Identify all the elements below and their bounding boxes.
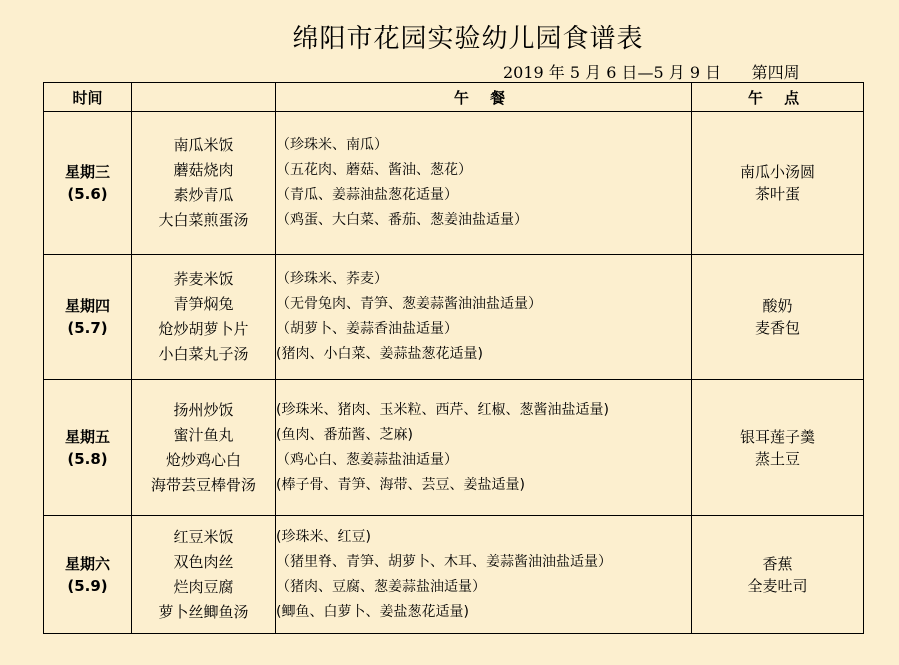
dishes-cell <box>132 112 276 255</box>
dish: 炝炒胡萝卜片 <box>158 320 249 338</box>
ingredient-line: （五花肉、蘑菇、酱油、葱花） <box>276 162 472 178</box>
header-time: 时间 <box>44 83 132 112</box>
dish: 荞麦米饭 <box>173 270 234 288</box>
day-date: (5.9) <box>67 576 108 595</box>
dish: 蜜汁鱼丸 <box>173 425 234 444</box>
header-dishes <box>132 83 276 112</box>
dishes-cell <box>132 255 276 380</box>
ingredient-line: (珍珠米、红豆) <box>276 528 371 545</box>
ingredient-line: （猪里脊、青笋、胡萝卜、木耳、姜蒜酱油油盐适量） <box>276 553 612 570</box>
dishes-cell <box>132 380 276 516</box>
dish: 萝卜丝鲫鱼汤 <box>158 602 249 621</box>
snack-item: 香蕉 <box>762 554 793 573</box>
ingredient-line: (猪肉、小白菜、姜蒜盐葱花适量) <box>276 346 483 362</box>
ingredient-line: (鲫鱼、白萝卜、姜盐葱花适量) <box>276 603 469 620</box>
ingredient-line: （珍珠米、南瓜） <box>276 137 388 153</box>
dish: 素炒青瓜 <box>173 186 234 204</box>
table-row <box>44 112 864 255</box>
ingredient-line: (珍珠米、猪肉、玉米粒、西芹、红椒、葱酱油盐适量) <box>276 401 609 418</box>
snack-cell <box>692 516 864 634</box>
day-date: (5.7) <box>67 319 108 337</box>
snack-cell <box>692 112 864 255</box>
dish: 蘑菇烧肉 <box>173 161 234 179</box>
snack-cell <box>692 255 864 380</box>
day-date: (5.6) <box>67 185 108 203</box>
ingredients-cell <box>276 112 692 255</box>
date-range-week: 2019 年 5 月 6 日—5 月 9 日 第四周 <box>503 63 800 82</box>
snack-item: 南瓜小汤圆 <box>739 163 815 181</box>
day-date: (5.8) <box>67 449 108 468</box>
dish: 炝炒鸡心白 <box>165 450 241 469</box>
dish: 南瓜米饭 <box>173 136 234 154</box>
snack-item: 茶叶蛋 <box>754 185 800 203</box>
day-cell <box>44 112 132 255</box>
dish: 海带芸豆棒骨汤 <box>150 475 256 494</box>
ingredient-line: (鱼肉、番茄酱、芝麻) <box>276 426 413 443</box>
ingredient-line: （胡萝卜、姜蒜香油盐适量） <box>276 321 458 337</box>
dish: 红豆米饭 <box>173 527 234 546</box>
day-name: 星期三 <box>64 163 110 181</box>
snack-item: 蒸土豆 <box>754 449 800 468</box>
ingredients-cell <box>276 255 692 380</box>
table-row <box>44 255 864 380</box>
table-row <box>44 516 864 634</box>
header-lunch: 午 餐 <box>276 83 692 112</box>
dish: 青笋焖兔 <box>173 295 234 313</box>
ingredient-line: （猪肉、豆腐、葱姜蒜盐油适量） <box>276 578 486 595</box>
dish: 双色肉丝 <box>173 552 234 571</box>
ingredient-line: (棒子骨、青笋、海带、芸豆、姜盐适量) <box>276 476 525 493</box>
dish: 大白菜煎蛋汤 <box>158 211 249 229</box>
dish: 扬州炒饭 <box>173 400 234 419</box>
snack-item: 全麦吐司 <box>747 576 808 595</box>
day-name: 星期五 <box>64 427 110 446</box>
snack-item: 麦香包 <box>754 319 800 337</box>
ingredient-line: （青瓜、姜蒜油盐葱花适量） <box>276 187 458 203</box>
header-snack: 午 点 <box>692 83 864 112</box>
ingredient-line: （鸡心白、葱姜蒜盐油适量） <box>276 451 458 468</box>
day-name: 星期六 <box>64 554 110 573</box>
dish: 烂肉豆腐 <box>173 577 234 596</box>
day-cell <box>44 380 132 516</box>
day-cell <box>44 255 132 380</box>
snack-item: 酸奶 <box>762 297 793 315</box>
day-cell <box>44 516 132 634</box>
snack-cell <box>692 380 864 516</box>
ingredient-line: （无骨兔肉、青笋、葱姜蒜酱油油盐适量） <box>276 296 542 312</box>
page-title: 绵阳市花园实验幼儿园食谱表 <box>292 24 644 54</box>
dishes-cell <box>132 516 276 634</box>
header-row <box>44 83 864 112</box>
ingredients-cell <box>276 380 692 516</box>
ingredient-line: （珍珠米、荞麦） <box>276 271 388 287</box>
snack-item: 银耳莲子羹 <box>739 427 815 446</box>
table-row <box>44 380 864 516</box>
dish: 小白菜丸子汤 <box>158 345 249 363</box>
menu-table <box>43 82 864 634</box>
ingredients-cell <box>276 516 692 634</box>
ingredient-line: （鸡蛋、大白菜、番茄、葱姜油盐适量） <box>276 212 528 228</box>
day-name: 星期四 <box>64 297 110 315</box>
